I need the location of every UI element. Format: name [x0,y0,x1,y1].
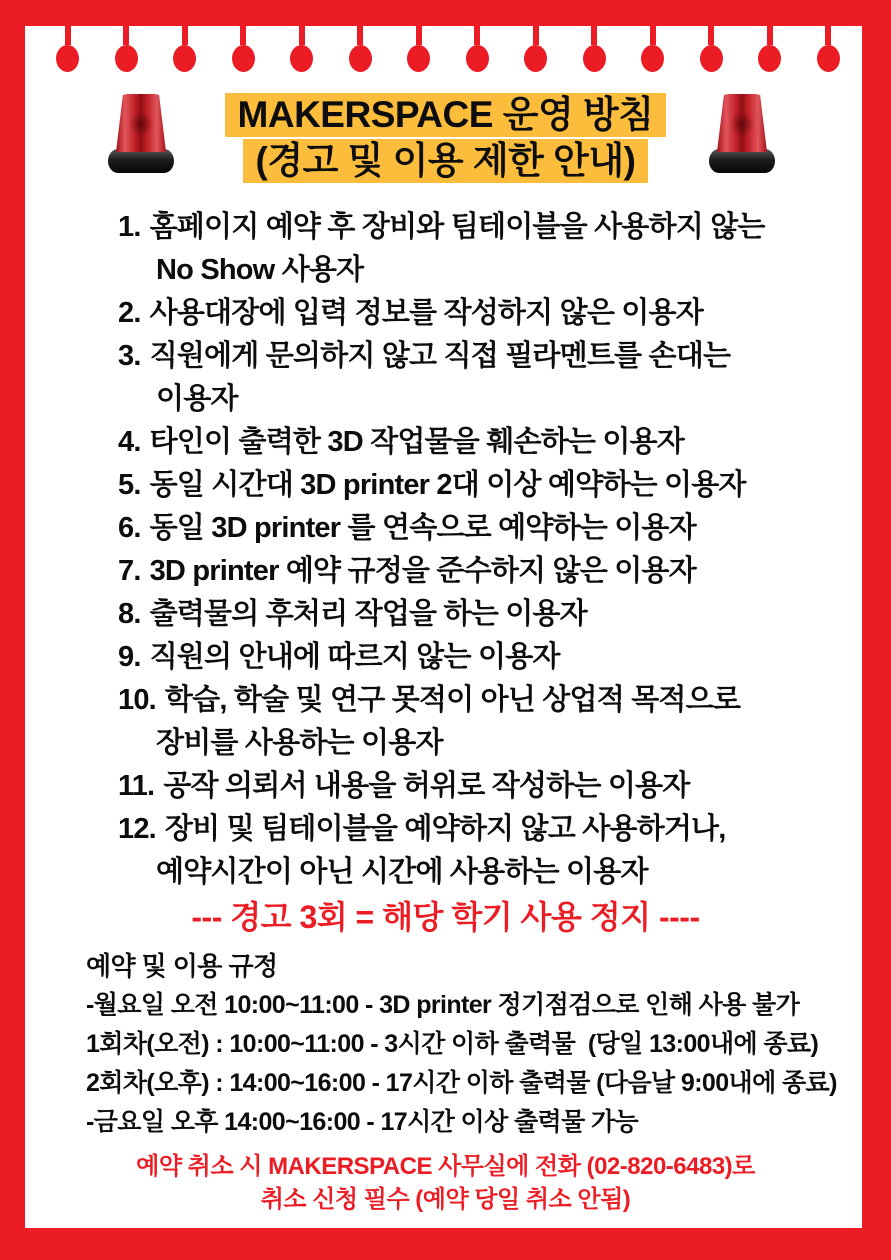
item-number: 8. [118,598,141,630]
ornament-bulb [115,45,138,72]
ornament-icon [290,26,313,72]
ornament-icon [583,26,606,72]
policy-line: 2회차(오후) : 14:00~16:00 - 17시간 이하 출력물 (다음날 9:00내에 종료) [86,1069,837,1097]
list-item [118,636,871,679]
ornament-bulb [290,45,313,72]
ornament-bulb [407,45,430,72]
frame-bottom-bar [0,1228,891,1260]
policy-line: -금요일 오후 14:00~16:00 - 17시간 이상 출력물 가능 [86,1108,639,1136]
list-item [118,808,871,894]
list-item [118,206,871,292]
ornament-bulb [758,45,781,72]
policy-line: -월요일 오전 10:00~11:00 - 3D printer 정기점검으로 인해 사용 불가 [86,991,800,1019]
item-text-continued: 예약시간이 아닌 시간에 사용하는 이용자 [156,856,648,888]
ornament-icon [817,26,840,72]
item-number: 5. [118,469,141,501]
ornament-string [474,26,480,45]
title-line-2: (경고 및 이용 제한 안내) [243,139,649,183]
item-number: 1. [118,211,141,243]
item-number: 12. [118,813,156,845]
ornament-bulb [583,45,606,72]
ornament-bulb [56,45,79,72]
ornament-bulb [700,45,723,72]
item-number: 3. [118,340,141,372]
ornament-string [182,26,188,45]
list-item [118,550,871,593]
frame-top-bar [0,0,891,26]
ornament-icon [407,26,430,72]
cancellation-note-line-2: 취소 신청 필수 (예약 당일 취소 안됨) [260,1186,631,1213]
list-item [118,464,871,507]
ornament-icon [466,26,489,72]
item-text: 동일 시간대 3D printer 2대 이상 예약하는 이용자 [149,469,746,501]
ornament-icon [349,26,372,72]
list-item [118,335,871,421]
ornament-icon [173,26,196,72]
ornament-icon [56,26,79,72]
ornament-icon [700,26,723,72]
item-text: 장비 및 팀테이블을 예약하지 않고 사용하거나, [164,813,726,845]
item-number: 4. [118,426,141,458]
ornament-string [767,26,773,45]
ornament-string [123,26,129,45]
ornament-bulb [232,45,255,72]
ornament-bulb [641,45,664,72]
item-text-continued: 장비를 사용하는 이용자 [156,727,443,759]
frame-left-bar [0,0,25,1260]
item-text-continued: 이용자 [156,383,238,415]
ornament-bulb [524,45,547,72]
item-number: 10. [118,684,156,716]
item-text: 3D printer 예약 규정을 준수하지 않은 이용자 [149,555,696,587]
item-number: 7. [118,555,141,587]
list-item [118,421,871,464]
ornament-string [299,26,305,45]
item-text: 직원에게 문의하지 않고 직접 필라멘트를 손대는 [149,340,731,372]
page-title [0,93,891,185]
ornament-string [650,26,656,45]
ornament-icon [232,26,255,72]
ornament-string [708,26,714,45]
ornament-icon [758,26,781,72]
ornament-string [65,26,71,45]
policy-heading: 예약 및 이용 규정 [86,951,278,981]
item-text: 직원의 안내에 따르지 않는 이용자 [149,641,560,673]
item-text: 학습, 학술 및 연구 못적이 아닌 상업적 목적으로 [164,684,741,716]
item-number: 6. [118,512,141,544]
list-item [118,507,871,550]
ornament-icon [115,26,138,72]
ornament-bulb [173,45,196,72]
item-text: 타인이 출력한 3D 작업물을 훼손하는 이용자 [149,426,684,458]
cancellation-note [0,1150,891,1216]
list-item [118,679,871,765]
item-text: 사용대장에 입력 정보를 작성하지 않은 이용자 [149,297,703,329]
item-text: 공작 의뢰서 내용을 허위로 작성하는 이용자 [163,770,690,802]
item-text-continued: No Show 사용자 [156,254,364,286]
ornament-string [825,26,831,45]
policy-section [86,946,871,1142]
warning-text: --- 경고 3회 = 해당 학기 사용 정지 ---- [191,899,700,935]
ornament-icon [641,26,664,72]
list-item [118,292,871,335]
ornament-bulb [349,45,372,72]
ornament-icon [524,26,547,72]
ornament-bulb [466,45,489,72]
item-text: 동일 3D printer 를 연속으로 예약하는 이용자 [149,512,696,544]
ornament-string [591,26,597,45]
list-item [118,765,871,808]
garland-decoration [56,26,840,72]
item-number: 2. [118,297,141,329]
policy-line: 1회차(오전) : 10:00~11:00 - 3시간 이하 출력물 (당일 13:00내에 종료) [86,1030,819,1058]
item-text: 홈페이지 예약 후 장비와 팀테이블을 사용하지 않는 [149,211,765,243]
item-text: 출력물의 후처리 작업을 하는 이용자 [149,598,587,630]
list-item [118,593,871,636]
cancellation-note-line-1: 예약 취소 시 MAKERSPACE 사무실에 전화 (02-820-6483)로 [136,1153,755,1180]
rule-list [118,206,871,894]
item-number: 11. [118,770,155,802]
ornament-string [357,26,363,45]
title-line-1: MAKERSPACE 운영 방침 [225,93,667,137]
ornament-string [533,26,539,45]
ornament-string [240,26,246,45]
ornament-bulb [817,45,840,72]
ornament-string [416,26,422,45]
item-number: 9. [118,641,141,673]
